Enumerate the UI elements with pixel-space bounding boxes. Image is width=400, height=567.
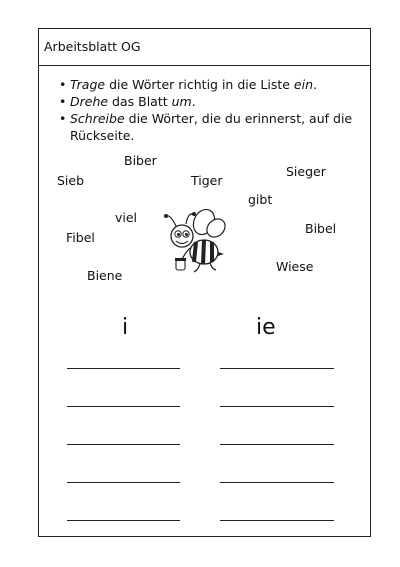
answer-line-i[interactable] [67, 444, 180, 445]
word-tiger: Tiger [191, 173, 223, 188]
column-heading-ie: ie [256, 315, 276, 340]
worksheet-header [39, 29, 370, 66]
answer-line-i[interactable] [67, 482, 180, 483]
instruction-verb: Trage [70, 77, 106, 92]
column-heading-i: i [122, 315, 129, 340]
instruction-end: . [313, 77, 317, 92]
word-sieb: Sieb [57, 173, 85, 188]
instruction-item [59, 110, 364, 144]
instruction-suffix: um [171, 94, 192, 109]
answer-line-ie[interactable] [220, 406, 334, 407]
word-viel: viel [115, 210, 138, 225]
instruction-text: das Blatt [108, 94, 172, 109]
instruction-item [59, 93, 364, 110]
instruction-text: die Wörter, die du erinnerst, auf die Rückseite. [70, 111, 353, 143]
instruction-list [59, 76, 364, 144]
answer-line-ie[interactable] [220, 482, 334, 483]
worksheet-title: Arbeitsblatt OG [44, 39, 141, 54]
answer-line-i[interactable] [67, 368, 180, 369]
worksheet [38, 28, 371, 537]
instruction-verb: Schreibe [70, 111, 125, 126]
word-wiese: Wiese [276, 259, 314, 274]
instruction-item [59, 76, 364, 93]
answer-line-ie[interactable] [220, 520, 334, 521]
instruction-verb: Drehe [70, 94, 109, 109]
answer-line-i[interactable] [67, 520, 180, 521]
answer-line-ie[interactable] [220, 444, 334, 445]
word-gibt: gibt [248, 192, 273, 207]
instruction-text: die Wörter richtig in die Liste [105, 77, 294, 92]
instruction-suffix: ein [293, 77, 313, 92]
answer-line-ie[interactable] [220, 368, 334, 369]
bee-illustration [160, 208, 232, 278]
word-biber: Biber [124, 153, 157, 168]
instruction-end: . [191, 94, 196, 109]
word-sieger: Sieger [286, 164, 326, 179]
answer-line-i[interactable] [67, 406, 180, 407]
word-fibel: Fibel [66, 230, 95, 245]
word-biene: Biene [87, 268, 123, 283]
word-bibel: Bibel [305, 221, 337, 236]
